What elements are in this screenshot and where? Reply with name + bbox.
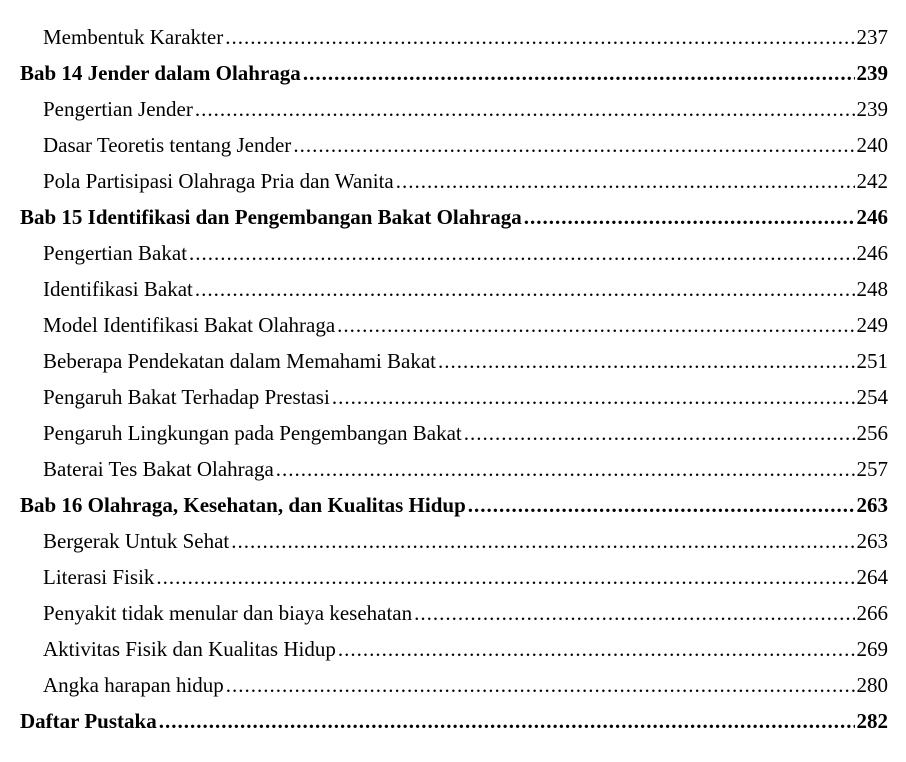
toc-entry[interactable] bbox=[20, 271, 888, 307]
toc-chapter-title: Bab 15 Identifikasi dan Pengembangan Bakat Olahraga bbox=[20, 205, 522, 229]
toc-entry-title: Bergerak Untuk Sehat bbox=[43, 529, 230, 553]
toc-entry-title: Model Identifikasi Bakat Olahraga bbox=[43, 313, 336, 337]
toc-page-number: 237 bbox=[856, 25, 888, 49]
toc-entry-title: Dasar Teoretis tentang Jender bbox=[43, 133, 292, 157]
toc-entry[interactable] bbox=[20, 343, 888, 379]
toc-dot-leader bbox=[303, 55, 855, 91]
table-of-contents bbox=[20, 19, 888, 739]
toc-page-number: 239 bbox=[856, 97, 888, 121]
toc-dot-leader bbox=[293, 127, 854, 163]
toc-entry[interactable] bbox=[20, 91, 888, 127]
toc-entry[interactable] bbox=[20, 235, 888, 271]
toc-page-number: 264 bbox=[856, 565, 888, 589]
toc-page-number: 246 bbox=[856, 241, 888, 265]
toc-page-number: 257 bbox=[856, 457, 888, 481]
toc-dot-leader bbox=[396, 163, 855, 199]
toc-chapter-entry[interactable] bbox=[20, 703, 888, 739]
toc-chapter-title: Bab 14 Jender dalam Olahraga bbox=[20, 61, 301, 85]
toc-entry[interactable] bbox=[20, 127, 888, 163]
toc-entry-title: Beberapa Pendekatan dalam Memahami Bakat bbox=[43, 349, 437, 373]
toc-entry[interactable] bbox=[20, 631, 888, 667]
toc-entry-title: Membentuk Karakter bbox=[43, 25, 224, 49]
toc-dot-leader bbox=[225, 19, 854, 55]
toc-page-number: 249 bbox=[856, 313, 888, 337]
toc-dot-leader bbox=[438, 343, 854, 379]
toc-page-number: 239 bbox=[856, 61, 888, 85]
toc-entry-title: Pengaruh Lingkungan pada Pengembangan Bakat bbox=[43, 421, 462, 445]
toc-entry-title: Baterai Tes Bakat Olahraga bbox=[43, 457, 274, 481]
toc-chapter-entry[interactable] bbox=[20, 199, 888, 235]
toc-dot-leader bbox=[195, 91, 855, 127]
toc-entry[interactable] bbox=[20, 595, 888, 631]
toc-page-number: 269 bbox=[856, 637, 888, 661]
toc-entry[interactable] bbox=[20, 451, 888, 487]
toc-dot-leader bbox=[414, 595, 854, 631]
toc-page-number: 263 bbox=[856, 493, 888, 517]
toc-chapter-entry[interactable] bbox=[20, 487, 888, 523]
toc-entry[interactable] bbox=[20, 415, 888, 451]
toc-entry-title: Pengertian Jender bbox=[43, 97, 193, 121]
toc-page-number: 266 bbox=[856, 601, 888, 625]
toc-entry-title: Aktivitas Fisik dan Kualitas Hidup bbox=[43, 637, 336, 661]
toc-page-number: 246 bbox=[856, 205, 888, 229]
toc-entry[interactable] bbox=[20, 523, 888, 559]
toc-entry-title: Pengaruh Bakat Terhadap Prestasi bbox=[43, 385, 330, 409]
toc-dot-leader bbox=[189, 235, 854, 271]
toc-entry-title: Pola Partisipasi Olahraga Pria dan Wanita bbox=[43, 169, 394, 193]
toc-dot-leader bbox=[468, 487, 855, 523]
toc-entry-title: Pengertian Bakat bbox=[43, 241, 188, 265]
toc-chapter-title: Bab 16 Olahraga, Kesehatan, dan Kualitas Hidup bbox=[20, 493, 466, 517]
toc-entry-title: Angka harapan hidup bbox=[43, 673, 224, 697]
toc-dot-leader bbox=[276, 451, 855, 487]
toc-entry[interactable] bbox=[20, 559, 888, 595]
toc-entry[interactable] bbox=[20, 379, 888, 415]
toc-dot-leader bbox=[226, 667, 855, 703]
toc-entry[interactable] bbox=[20, 19, 888, 55]
toc-dot-leader bbox=[337, 307, 854, 343]
toc-dot-leader bbox=[338, 631, 855, 667]
toc-page-number: 280 bbox=[856, 673, 888, 697]
toc-dot-leader bbox=[231, 523, 854, 559]
toc-entry[interactable] bbox=[20, 307, 888, 343]
toc-dot-leader bbox=[159, 703, 855, 739]
toc-chapter-entry[interactable] bbox=[20, 55, 888, 91]
toc-dot-leader bbox=[156, 559, 854, 595]
toc-page-number: 263 bbox=[856, 529, 888, 553]
toc-page-number: 242 bbox=[856, 169, 888, 193]
toc-page-number: 248 bbox=[856, 277, 888, 301]
toc-entry-title: Penyakit tidak menular dan biaya kesehatan bbox=[43, 601, 413, 625]
toc-page-number: 251 bbox=[856, 349, 888, 373]
toc-dot-leader bbox=[524, 199, 855, 235]
toc-entry-title: Identifikasi Bakat bbox=[43, 277, 193, 301]
toc-page-number: 240 bbox=[856, 133, 888, 157]
toc-dot-leader bbox=[464, 415, 855, 451]
toc-dot-leader bbox=[195, 271, 855, 307]
toc-entry[interactable] bbox=[20, 667, 888, 703]
toc-chapter-title: Daftar Pustaka bbox=[20, 709, 157, 733]
toc-dot-leader bbox=[332, 379, 855, 415]
toc-page-number: 282 bbox=[856, 709, 888, 733]
toc-entry[interactable] bbox=[20, 163, 888, 199]
toc-page-number: 254 bbox=[856, 385, 888, 409]
toc-entry-title: Literasi Fisik bbox=[43, 565, 155, 589]
toc-page-number: 256 bbox=[856, 421, 888, 445]
